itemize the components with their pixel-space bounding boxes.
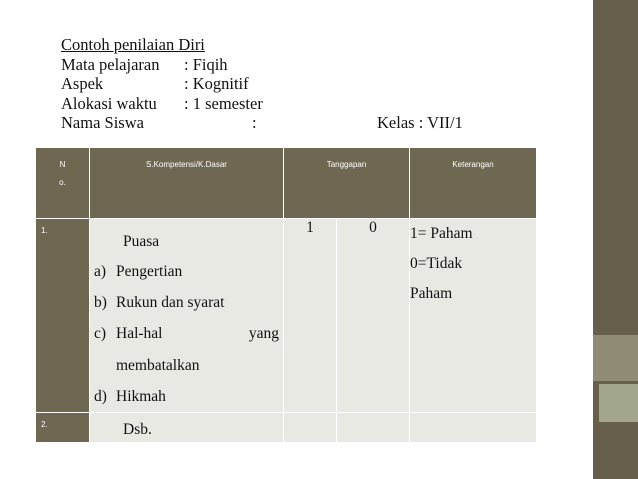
time-allocation-value: : 1 semester xyxy=(184,93,263,113)
header-no: N o. xyxy=(36,148,90,219)
list-item: a) Pengertian xyxy=(94,263,183,280)
student-name-label: Nama Siswa xyxy=(61,113,144,132)
aspect-value: : Kognitif xyxy=(184,74,249,93)
topic-title: Puasa xyxy=(123,233,160,250)
empty-cell xyxy=(337,413,410,443)
row-number: 1. xyxy=(36,219,90,413)
list-item-continuation: membatalkan xyxy=(116,356,200,374)
decorative-block xyxy=(599,384,638,422)
table-row xyxy=(36,413,537,443)
document-title: Contoh penilaian Diri xyxy=(61,35,205,54)
decorative-block xyxy=(593,425,638,479)
table-header-row xyxy=(36,148,537,219)
topic-title: Dsb. xyxy=(123,421,152,439)
list-item: b) Rukun dan syarat xyxy=(94,294,225,312)
header-kompetensi: S.Kompetensi/K.Dasar xyxy=(90,148,284,219)
subtopic-list xyxy=(90,256,283,412)
score-one-cell: 1 xyxy=(284,219,337,413)
kompetensi-cell xyxy=(90,413,284,443)
class-label: Kelas : VII/1 xyxy=(377,113,463,132)
list-item: c) Hal-hal yang xyxy=(94,325,279,343)
header-tanggapan: Tanggapan xyxy=(284,148,410,219)
subject-label: Mata pelajaran xyxy=(61,54,160,74)
assessment-table xyxy=(35,147,537,443)
kompetensi-cell xyxy=(90,219,284,413)
aspect-label: Aspek xyxy=(61,74,104,93)
row-number: 2. xyxy=(36,413,90,443)
empty-cell xyxy=(410,413,537,443)
decorative-block xyxy=(593,335,638,381)
score-zero-cell: 0 xyxy=(337,219,410,413)
subject-value: : Fiqih xyxy=(184,54,228,74)
empty-cell xyxy=(284,413,337,443)
student-name-colon: : xyxy=(252,113,257,132)
document-header xyxy=(61,35,463,133)
time-allocation-label: Alokasi waktu xyxy=(61,93,157,113)
header-keterangan: Keterangan xyxy=(410,148,537,219)
keterangan-cell: 1= Paham 0=Tidak Paham xyxy=(410,219,537,413)
table-row xyxy=(36,219,537,413)
list-item: d) Hikmah xyxy=(94,387,166,405)
